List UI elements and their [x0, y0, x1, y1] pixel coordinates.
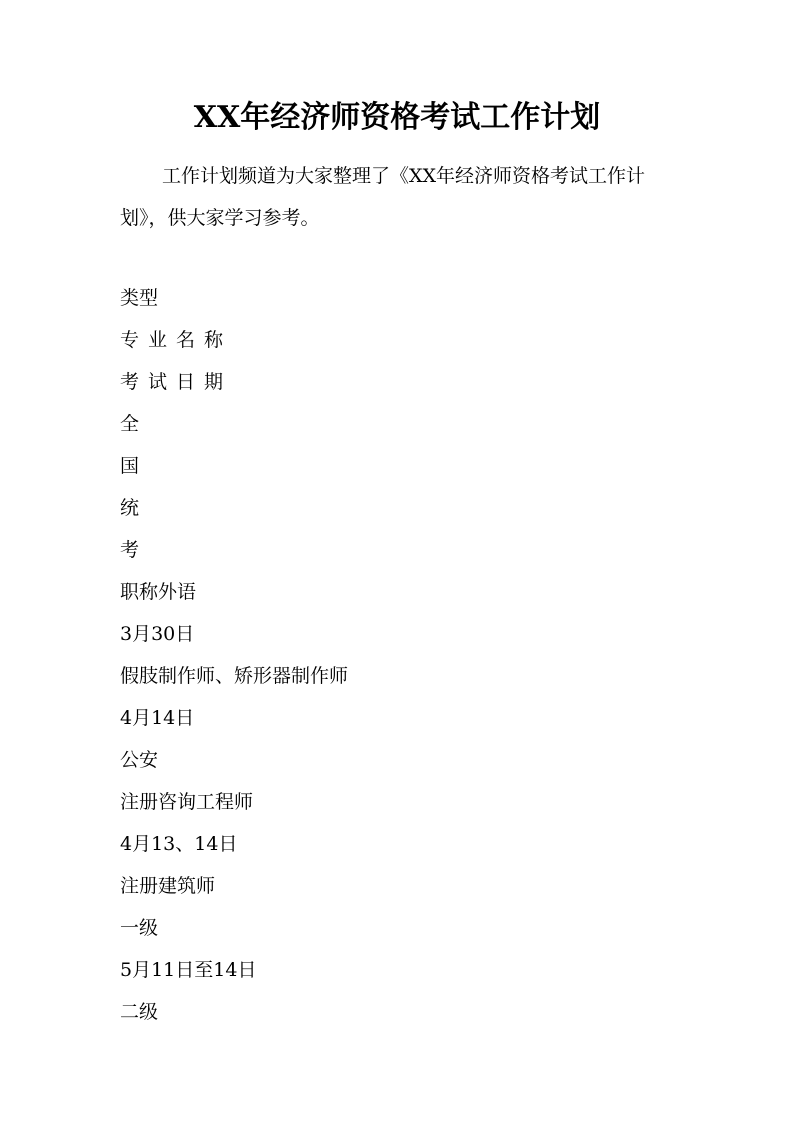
- document-title: XX年经济师资格考试工作计划: [193, 100, 601, 135]
- line-date-apr14: 4月14日: [120, 707, 195, 729]
- line-level-one: 一级: [120, 917, 159, 939]
- line-public-security: 公安: [120, 749, 159, 771]
- line-date-apr13-14: 4月13、14日: [120, 833, 238, 855]
- line-registered-architect: 注册建筑师: [120, 875, 216, 897]
- line-specialty-name: 专业名称: [120, 329, 233, 351]
- line-prosthetist: 假肢制作师、矫形器制作师: [120, 665, 349, 687]
- line-date-mar30: 3月30日: [120, 623, 195, 645]
- line-quan: 全: [120, 413, 140, 435]
- line-date-may11-14: 5月11日至14日: [120, 959, 257, 981]
- line-consulting-engineer: 注册咨询工程师: [120, 791, 254, 813]
- line-foreign-language: 职称外语: [120, 581, 197, 603]
- line-kao: 考: [120, 539, 140, 561]
- line-exam-date: 考试日期: [120, 371, 233, 393]
- line-level-two: 二级: [120, 1001, 159, 1023]
- content-lines: [120, 277, 676, 1033]
- line-type-header: 类型: [120, 287, 159, 309]
- line-guo: 国: [120, 455, 140, 477]
- intro-paragraph: 工作计划频道为大家整理了《XX年经济师资格考试工作计划》，供大家学习参考。: [120, 165, 646, 229]
- line-tong: 统: [120, 497, 140, 519]
